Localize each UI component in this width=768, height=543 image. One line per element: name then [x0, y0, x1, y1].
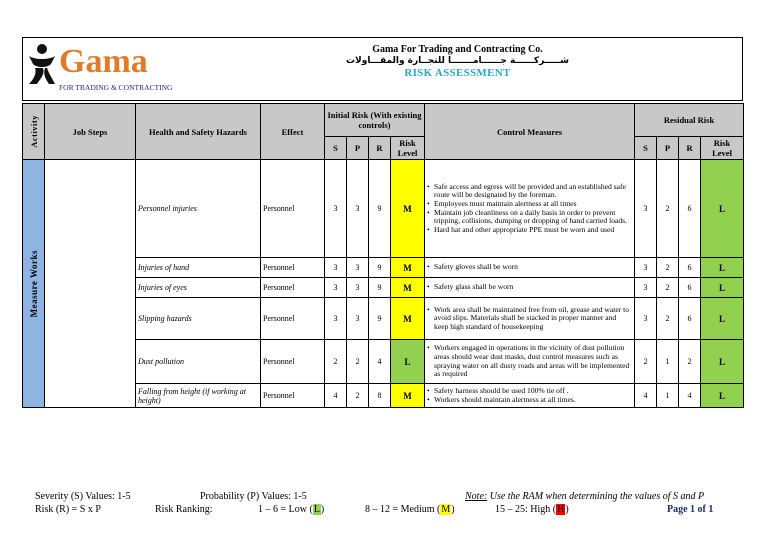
control-measure-item: • Workers engaged in operations in the vicinity of dust pollution areas should wear dust masks, dust control measures such as spraying water on all dusty roads and areas will be implemented as required: [427, 344, 632, 378]
residual-s-cell: 3: [635, 160, 657, 258]
logo-wordmark: Gama: [59, 43, 148, 80]
header-residual-risk: Residual Risk: [635, 104, 744, 137]
residual-r-cell: 6: [679, 298, 701, 340]
control-measures-cell: [425, 298, 635, 340]
hazard-cell: Injuries of hand: [136, 258, 261, 278]
initial-r-cell: 9: [369, 160, 391, 258]
initial-s-cell: 3: [325, 258, 347, 278]
effect-cell: Personnel: [261, 298, 325, 340]
header-initial-r: R: [369, 137, 391, 160]
initial-r-cell: 4: [369, 340, 391, 384]
effect-cell: Personnel: [261, 384, 325, 408]
document-header: [22, 37, 743, 101]
residual-risk-level-cell: L: [701, 298, 744, 340]
severity-values: Severity (S) Values: 1-5: [35, 491, 131, 502]
initial-s-cell: 4: [325, 384, 347, 408]
hazard-cell: Injuries of eyes: [136, 278, 261, 298]
initial-s-cell: 3: [325, 278, 347, 298]
residual-p-cell: 2: [657, 160, 679, 258]
control-measure-item: • Maintain job cleanliness on a daily basis in order to prevent tripping, collisions, dumping or dropping of hand carried loads.: [427, 209, 632, 226]
control-measure-item: • Employees must maintain alertness at all times: [427, 200, 632, 209]
header-residual-p: P: [657, 137, 679, 160]
high-badge: H: [557, 504, 565, 515]
initial-r-cell: 9: [369, 258, 391, 278]
effect-cell: Personnel: [261, 160, 325, 258]
activity-cell: Measure Works: [23, 160, 45, 408]
job-steps-cell: [45, 160, 136, 408]
control-measures-cell: [425, 258, 635, 278]
residual-s-cell: 3: [635, 278, 657, 298]
header-control-measures: Control Measures: [425, 104, 635, 160]
footer-row-2: [35, 503, 725, 516]
risk-assessment-table: [22, 103, 744, 408]
control-measure-item: • Safe access and egress will be provided and an established safe route will be designated by the foreman.: [427, 183, 632, 200]
control-measure-item: • Safety harness should be used 100% tie off .: [427, 387, 632, 396]
header-initial-s: S: [325, 137, 347, 160]
control-measures-cell: [425, 384, 635, 408]
header-hazards: Health and Safety Hazards: [136, 104, 261, 160]
logo-subtitle: FOR TRADING & CONTRACTING: [59, 83, 173, 92]
initial-risk-level-cell: M: [391, 258, 425, 278]
residual-s-cell: 4: [635, 384, 657, 408]
control-measures-cell: [425, 340, 635, 384]
effect-cell: Personnel: [261, 340, 325, 384]
ram-note: [465, 490, 704, 503]
initial-p-cell: 3: [347, 278, 369, 298]
control-measure-item: • Workers should maintain alertness at all times.: [427, 396, 632, 405]
header-initial-p: P: [347, 137, 369, 160]
low-badge: L: [313, 504, 320, 515]
initial-r-cell: 8: [369, 384, 391, 408]
control-measure-item: • Safety glass shall be worn: [427, 283, 632, 292]
residual-risk-level-cell: L: [701, 160, 744, 258]
document-title: RISK ASSESSMENT: [404, 67, 511, 79]
control-measures-cell: [425, 160, 635, 258]
header-effect: Effect: [261, 104, 325, 160]
probability-values: Probability (P) Values: 1-5: [200, 491, 307, 502]
header-titles: [183, 44, 732, 79]
initial-p-cell: 3: [347, 258, 369, 278]
control-measures-cell: [425, 278, 635, 298]
company-logo: [25, 40, 175, 98]
header-activity: Activity: [23, 104, 45, 160]
initial-r-cell: 9: [369, 298, 391, 340]
initial-s-cell: 3: [325, 298, 347, 340]
note-text: Use the RAM when determining the values of S and P: [489, 491, 705, 502]
residual-p-cell: 2: [657, 298, 679, 340]
page-number: Page 1 of 1: [667, 504, 714, 515]
residual-risk-level-cell: L: [701, 258, 744, 278]
header-job-steps: Job Steps: [45, 104, 136, 160]
control-measure-item: • Work area shall be maintained free from oil, grease and water to avoid slips. Materials shall be stacked in proper manner and keep high standard of housekeeping: [427, 306, 632, 332]
logo-mark-icon: [25, 42, 59, 86]
document-footer: [35, 490, 725, 516]
header-initial-risk: Initial Risk (With existing controls): [325, 104, 425, 137]
footer-row-1: [35, 490, 725, 503]
initial-risk-level-cell: M: [391, 160, 425, 258]
residual-p-cell: 1: [657, 340, 679, 384]
initial-p-cell: 3: [347, 160, 369, 258]
residual-r-cell: 2: [679, 340, 701, 384]
effect-cell: Personnel: [261, 278, 325, 298]
risk-formula: Risk (R) = S x P: [35, 504, 101, 515]
residual-p-cell: 1: [657, 384, 679, 408]
medium-ranking: 8 – 12 = Medium (M): [365, 504, 455, 515]
initial-risk-level-cell: M: [391, 384, 425, 408]
hazard-cell: Slipping hazards: [136, 298, 261, 340]
initial-s-cell: 3: [325, 160, 347, 258]
residual-risk-level-cell: L: [701, 278, 744, 298]
residual-r-cell: 6: [679, 278, 701, 298]
residual-s-cell: 3: [635, 258, 657, 278]
initial-p-cell: 3: [347, 298, 369, 340]
residual-s-cell: 3: [635, 298, 657, 340]
header-residual-r: R: [679, 137, 701, 160]
residual-r-cell: 6: [679, 160, 701, 258]
control-measure-item: • Hard hat and other appropriate PPE must be worn and used: [427, 226, 632, 235]
initial-risk-level-cell: M: [391, 298, 425, 340]
low-ranking: 1 – 6 = Low (L): [258, 504, 325, 515]
medium-badge: M: [441, 504, 451, 515]
residual-risk-level-cell: L: [701, 384, 744, 408]
residual-s-cell: 2: [635, 340, 657, 384]
hazard-cell: Falling from height (if working at height): [136, 384, 261, 408]
initial-r-cell: 9: [369, 278, 391, 298]
effect-cell: Personnel: [261, 258, 325, 278]
residual-r-cell: 4: [679, 384, 701, 408]
control-measure-item: • Safety gloves shall be worn: [427, 263, 632, 272]
residual-p-cell: 2: [657, 278, 679, 298]
hazard-cell: Dust pollution: [136, 340, 261, 384]
initial-p-cell: 2: [347, 384, 369, 408]
initial-p-cell: 2: [347, 340, 369, 384]
residual-risk-level-cell: L: [701, 340, 744, 384]
initial-risk-level-cell: L: [391, 340, 425, 384]
risk-ranking-label: Risk Ranking:: [155, 504, 213, 515]
company-name: Gama For Trading and Contracting Co.: [372, 44, 543, 55]
residual-p-cell: 2: [657, 258, 679, 278]
table-row: [23, 160, 744, 258]
hazard-cell: Personnel injuries: [136, 160, 261, 258]
initial-s-cell: 2: [325, 340, 347, 384]
initial-risk-level-cell: M: [391, 278, 425, 298]
residual-r-cell: 6: [679, 258, 701, 278]
header-residual-risk-level: Risk Level: [701, 137, 744, 160]
note-label: Note:: [465, 491, 488, 502]
header-initial-risk-level: Risk Level: [391, 137, 425, 160]
company-name-arabic: شـــــركــــــة جــــــامـــــــا للتجــارة والمقـــاولات: [346, 56, 569, 66]
high-ranking: 15 – 25: High (H): [495, 504, 569, 515]
header-residual-s: S: [635, 137, 657, 160]
